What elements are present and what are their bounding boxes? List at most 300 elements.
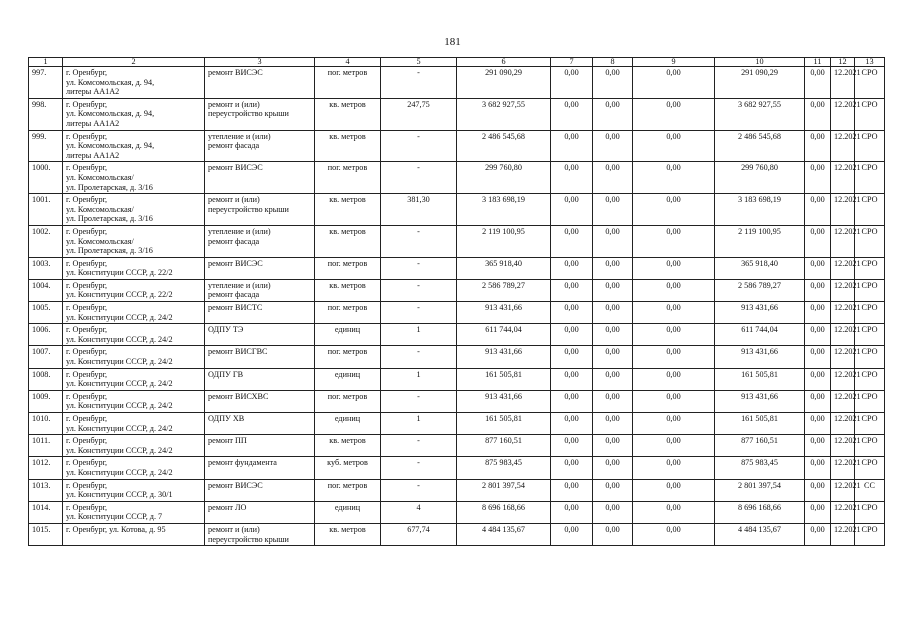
unit-cell: куб. метров	[315, 457, 381, 479]
total-cost-cell: 875 983,45	[457, 457, 551, 479]
total-cost-cell: 299 760,80	[457, 162, 551, 194]
column-header-13: 13	[855, 58, 885, 67]
address-cell	[63, 324, 205, 346]
source-cell: СРО	[855, 346, 885, 368]
source-cell: СРО	[855, 67, 885, 99]
address-cell-line: ул. Пролетарская, д. 3/16	[66, 246, 153, 256]
total-cost-cell: 2 586 789,27	[457, 279, 551, 301]
date-cell: 12.2021	[831, 302, 855, 324]
source-cell: СРО	[855, 162, 885, 194]
volume-cell: 1	[381, 368, 457, 390]
volume-cell: 1	[381, 324, 457, 346]
table-row	[29, 279, 885, 301]
address-cell-line: ул. Конституции СССР, д. 24/2	[66, 334, 173, 344]
cost-col10-cell: 913 431,66	[715, 346, 805, 368]
address-cell-line: литеры АА1А2	[66, 87, 120, 97]
address-cell	[63, 390, 205, 412]
cost-col11-cell: 0,00	[805, 194, 831, 226]
total-cost-cell: 8 696 168,66	[457, 501, 551, 523]
cost-col8-cell: 0,00	[593, 390, 633, 412]
cost-col8-cell: 0,00	[593, 324, 633, 346]
source-cell: СРО	[855, 98, 885, 130]
work-type-cell-line: ремонт и (или)	[208, 99, 260, 109]
cost-col7-cell: 0,00	[551, 346, 593, 368]
work-type-cell	[205, 98, 315, 130]
source-cell: СРО	[855, 324, 885, 346]
unit-cell: кв. метров	[315, 130, 381, 162]
cost-col7-cell: 0,00	[551, 501, 593, 523]
cost-col7-cell: 0,00	[551, 368, 593, 390]
table-row	[29, 257, 885, 279]
address-cell-line: ул. Комсомольская/	[66, 236, 134, 246]
table-row	[29, 346, 885, 368]
total-cost-cell: 2 486 545,68	[457, 130, 551, 162]
cost-col8-cell: 0,00	[593, 435, 633, 457]
cost-col9-cell: 0,00	[633, 279, 715, 301]
address-cell-line: ул. Конституции СССР, д. 24/2	[66, 445, 173, 455]
unit-cell: кв. метров	[315, 98, 381, 130]
source-cell: СРО	[855, 413, 885, 435]
address-cell	[63, 98, 205, 130]
cost-col8-cell: 0,00	[593, 479, 633, 501]
address-cell-line: ул. Конституции СССР, д. 7	[66, 512, 163, 522]
cost-col8-cell: 0,00	[593, 257, 633, 279]
address-cell-line: ул. Пролетарская, д. 3/16	[66, 182, 153, 192]
cost-col7-cell: 0,00	[551, 457, 593, 479]
cost-col10-cell: 913 431,66	[715, 302, 805, 324]
date-cell: 12.2021	[831, 457, 855, 479]
address-cell-line: ул. Комсомольская, д. 94,	[66, 109, 155, 119]
column-header-8: 8	[593, 58, 633, 67]
table-row	[29, 523, 885, 545]
cost-col8-cell: 0,00	[593, 368, 633, 390]
cost-col11-cell: 0,00	[805, 67, 831, 99]
cost-col11-cell: 0,00	[805, 523, 831, 545]
cost-col7-cell: 0,00	[551, 390, 593, 412]
row-number: 1005.	[29, 302, 63, 324]
column-header-10: 10	[715, 58, 805, 67]
cost-col11-cell: 0,00	[805, 98, 831, 130]
work-type-cell	[205, 479, 315, 501]
cost-col10-cell: 611 744,04	[715, 324, 805, 346]
source-cell: СРО	[855, 457, 885, 479]
row-number: 1011.	[29, 435, 63, 457]
volume-cell: 247,75	[381, 98, 457, 130]
volume-cell: -	[381, 130, 457, 162]
work-type-cell-line: ремонт ВИСЭС	[208, 480, 263, 490]
total-cost-cell: 913 431,66	[457, 390, 551, 412]
date-cell: 12.2021	[831, 324, 855, 346]
work-type-cell	[205, 162, 315, 194]
total-cost-cell: 3 183 698,19	[457, 194, 551, 226]
address-cell	[63, 194, 205, 226]
date-cell: 12.2021	[831, 67, 855, 99]
cost-col7-cell: 0,00	[551, 435, 593, 457]
address-cell-line: г. Оренбург,	[66, 303, 108, 313]
column-header-3: 3	[205, 58, 315, 67]
date-cell: 12.2021	[831, 194, 855, 226]
address-cell-line: г. Оренбург,	[66, 68, 108, 77]
source-cell: СРО	[855, 225, 885, 257]
address-cell	[63, 67, 205, 99]
work-type-cell-line: ремонт ВИСГВС	[208, 347, 268, 357]
work-type-cell	[205, 346, 315, 368]
total-cost-cell: 291 090,29	[457, 67, 551, 99]
address-cell-line: г. Оренбург,	[66, 502, 108, 512]
address-cell	[63, 523, 205, 545]
cost-col9-cell: 0,00	[633, 324, 715, 346]
row-number: 997.	[29, 67, 63, 99]
work-type-cell-line: ремонт ВИСЭС	[208, 258, 263, 268]
cost-col9-cell: 0,00	[633, 435, 715, 457]
volume-cell: -	[381, 225, 457, 257]
total-cost-cell: 4 484 135,67	[457, 523, 551, 545]
cost-col8-cell: 0,00	[593, 67, 633, 99]
cost-col9-cell: 0,00	[633, 346, 715, 368]
address-cell-line: г. Оренбург,	[66, 99, 108, 109]
column-header-6: 6	[457, 58, 551, 67]
row-number: 1013.	[29, 479, 63, 501]
cost-col7-cell: 0,00	[551, 279, 593, 301]
unit-cell: кв. метров	[315, 279, 381, 301]
cost-col11-cell: 0,00	[805, 225, 831, 257]
cost-col7-cell: 0,00	[551, 194, 593, 226]
source-cell: СРО	[855, 130, 885, 162]
row-number: 1009.	[29, 390, 63, 412]
table-row	[29, 225, 885, 257]
source-cell: СРО	[855, 390, 885, 412]
work-type-cell-line: утепление и (или)	[208, 280, 271, 290]
volume-cell: 4	[381, 501, 457, 523]
registry-table	[28, 57, 885, 546]
cost-col9-cell: 0,00	[633, 501, 715, 523]
table-row	[29, 457, 885, 479]
cost-col11-cell: 0,00	[805, 257, 831, 279]
cost-col8-cell: 0,00	[593, 501, 633, 523]
work-type-cell	[205, 257, 315, 279]
address-cell-line: ул. Конституции СССР, д. 24/2	[66, 401, 173, 411]
volume-cell: -	[381, 479, 457, 501]
total-cost-cell: 877 160,51	[457, 435, 551, 457]
cost-col8-cell: 0,00	[593, 457, 633, 479]
row-number: 1008.	[29, 368, 63, 390]
work-type-cell-line: ОДПУ ХВ	[208, 414, 245, 423]
row-number: 1010.	[29, 413, 63, 435]
cost-col11-cell: 0,00	[805, 162, 831, 194]
address-cell-line: г. Оренбург,	[66, 280, 108, 290]
cost-col8-cell: 0,00	[593, 225, 633, 257]
address-cell-line: ул. Комсомольская, д. 94,	[66, 141, 155, 151]
work-type-cell-line: ОДПУ ГВ	[208, 369, 244, 379]
column-header-4: 4	[315, 58, 381, 67]
source-cell: СРО	[855, 279, 885, 301]
table-row	[29, 162, 885, 194]
unit-cell: единиц	[315, 324, 381, 346]
address-cell-line: г. Оренбург,	[66, 258, 108, 268]
column-header-9: 9	[633, 58, 715, 67]
cost-col10-cell: 2 801 397,54	[715, 479, 805, 501]
address-cell-line: ул. Конституции СССР, д. 30/1	[66, 490, 173, 500]
cost-col11-cell: 0,00	[805, 279, 831, 301]
row-number: 1015.	[29, 523, 63, 545]
cost-col10-cell: 2 486 545,68	[715, 130, 805, 162]
cost-col8-cell: 0,00	[593, 194, 633, 226]
address-cell-line: ул. Пролетарская, д. 3/16	[66, 214, 153, 224]
date-cell: 12.2021	[831, 501, 855, 523]
cost-col7-cell: 0,00	[551, 324, 593, 346]
row-number: 1007.	[29, 346, 63, 368]
cost-col9-cell: 0,00	[633, 302, 715, 324]
work-type-cell-line: ремонт ВИСХВС	[208, 391, 269, 401]
address-cell	[63, 302, 205, 324]
unit-cell: кв. метров	[315, 523, 381, 545]
source-cell: СРО	[855, 368, 885, 390]
address-cell-line: ул. Конституции СССР, д. 24/2	[66, 312, 173, 322]
work-type-cell-line: переустройство крыши	[208, 204, 289, 214]
table-row	[29, 194, 885, 226]
work-type-cell	[205, 302, 315, 324]
total-cost-cell: 161 505,81	[457, 413, 551, 435]
column-header-2: 2	[63, 58, 205, 67]
work-type-cell-line: ремонт и (или)	[208, 524, 260, 534]
table-row	[29, 390, 885, 412]
volume-cell: 381,30	[381, 194, 457, 226]
cost-col10-cell: 3 183 698,19	[715, 194, 805, 226]
cost-col8-cell: 0,00	[593, 302, 633, 324]
address-cell	[63, 457, 205, 479]
row-number: 1002.	[29, 225, 63, 257]
address-cell-line: г. Оренбург,	[66, 391, 108, 401]
unit-cell: кв. метров	[315, 194, 381, 226]
unit-cell: кв. метров	[315, 435, 381, 457]
date-cell: 12.2021	[831, 435, 855, 457]
work-type-cell-line: ОДПУ ТЭ	[208, 325, 244, 335]
cost-col10-cell: 913 431,66	[715, 390, 805, 412]
column-header-1: 1	[29, 58, 63, 67]
address-cell-line: г. Оренбург,	[66, 458, 108, 468]
cost-col10-cell: 161 505,81	[715, 413, 805, 435]
unit-cell: пог. метров	[315, 162, 381, 194]
unit-cell: пог. метров	[315, 479, 381, 501]
cost-col7-cell: 0,00	[551, 413, 593, 435]
work-type-cell-line: переустройство крыши	[208, 534, 289, 544]
work-type-cell	[205, 523, 315, 545]
address-cell	[63, 257, 205, 279]
cost-col9-cell: 0,00	[633, 130, 715, 162]
cost-col8-cell: 0,00	[593, 279, 633, 301]
unit-cell: пог. метров	[315, 346, 381, 368]
cost-col10-cell: 365 918,40	[715, 257, 805, 279]
cost-col10-cell: 161 505,81	[715, 368, 805, 390]
cost-col9-cell: 0,00	[633, 257, 715, 279]
source-cell: СРО	[855, 501, 885, 523]
volume-cell: -	[381, 67, 457, 99]
cost-col11-cell: 0,00	[805, 302, 831, 324]
date-cell: 12.2021	[831, 98, 855, 130]
address-cell	[63, 501, 205, 523]
work-type-cell	[205, 225, 315, 257]
address-cell-line: г. Оренбург,	[66, 195, 108, 205]
unit-cell: кв. метров	[315, 225, 381, 257]
source-cell: СС	[855, 479, 885, 501]
total-cost-cell: 611 744,04	[457, 324, 551, 346]
row-number: 999.	[29, 130, 63, 162]
cost-col7-cell: 0,00	[551, 225, 593, 257]
row-number: 1000.	[29, 162, 63, 194]
unit-cell: единиц	[315, 368, 381, 390]
table-row	[29, 368, 885, 390]
page-number: 181	[444, 36, 461, 48]
volume-cell: -	[381, 257, 457, 279]
address-cell-line: г. Оренбург,	[66, 226, 108, 236]
address-cell-line: г. Оренбург,	[66, 325, 108, 335]
address-cell-line: литеры АА1А2	[66, 150, 120, 160]
address-cell	[63, 368, 205, 390]
address-cell-line: г. Оренбург, ул. Котова, д. 95	[66, 524, 166, 534]
cost-col7-cell: 0,00	[551, 479, 593, 501]
address-cell	[63, 435, 205, 457]
address-cell-line: г. Оренбург,	[66, 347, 108, 357]
work-type-cell-line: ремонт ЛО	[208, 502, 247, 512]
total-cost-cell: 2 119 100,95	[457, 225, 551, 257]
work-type-cell	[205, 457, 315, 479]
table-row	[29, 435, 885, 457]
cost-col9-cell: 0,00	[633, 67, 715, 99]
cost-col7-cell: 0,00	[551, 98, 593, 130]
cost-col9-cell: 0,00	[633, 413, 715, 435]
address-cell	[63, 130, 205, 162]
work-type-cell-line: ремонт ВИСТС	[208, 303, 263, 313]
table-row	[29, 501, 885, 523]
unit-cell: пог. метров	[315, 67, 381, 99]
cost-col7-cell: 0,00	[551, 130, 593, 162]
cost-col10-cell: 2 119 100,95	[715, 225, 805, 257]
total-cost-cell: 2 801 397,54	[457, 479, 551, 501]
cost-col9-cell: 0,00	[633, 194, 715, 226]
address-cell-line: ул. Конституции СССР, д. 22/2	[66, 268, 173, 278]
cost-col9-cell: 0,00	[633, 162, 715, 194]
address-cell-line: ул. Комсомольская/	[66, 172, 134, 182]
work-type-cell-line: утепление и (или)	[208, 131, 271, 141]
date-cell: 12.2021	[831, 479, 855, 501]
date-cell: 12.2021	[831, 279, 855, 301]
unit-cell: единиц	[315, 413, 381, 435]
cost-col8-cell: 0,00	[593, 346, 633, 368]
total-cost-cell: 161 505,81	[457, 368, 551, 390]
work-type-cell	[205, 501, 315, 523]
work-type-cell-line: ремонт ВИСЭС	[208, 68, 263, 77]
cost-col8-cell: 0,00	[593, 130, 633, 162]
address-cell-line: ул. Конституции СССР, д. 24/2	[66, 357, 173, 367]
address-cell-line: ул. Конституции СССР, д. 24/2	[66, 467, 173, 477]
volume-cell: -	[381, 435, 457, 457]
cost-col9-cell: 0,00	[633, 98, 715, 130]
unit-cell: пог. метров	[315, 257, 381, 279]
address-cell-line: ул. Конституции СССР, д. 24/2	[66, 379, 173, 389]
row-number: 1006.	[29, 324, 63, 346]
address-cell-line: г. Оренбург,	[66, 369, 108, 379]
volume-cell: -	[381, 390, 457, 412]
total-cost-cell: 913 431,66	[457, 302, 551, 324]
unit-cell: пог. метров	[315, 302, 381, 324]
row-number: 1014.	[29, 501, 63, 523]
row-number: 1004.	[29, 279, 63, 301]
total-cost-cell: 3 682 927,55	[457, 98, 551, 130]
total-cost-cell: 365 918,40	[457, 257, 551, 279]
source-cell: СРО	[855, 302, 885, 324]
date-cell: 12.2021	[831, 413, 855, 435]
source-cell: СРО	[855, 523, 885, 545]
cost-col9-cell: 0,00	[633, 523, 715, 545]
table-row	[29, 130, 885, 162]
table-row	[29, 479, 885, 501]
work-type-cell-line: переустройство крыши	[208, 109, 289, 119]
cost-col7-cell: 0,00	[551, 257, 593, 279]
source-cell: СРО	[855, 435, 885, 457]
work-type-cell	[205, 368, 315, 390]
address-cell	[63, 346, 205, 368]
work-type-cell	[205, 194, 315, 226]
cost-col11-cell: 0,00	[805, 368, 831, 390]
date-cell: 12.2021	[831, 523, 855, 545]
work-type-cell	[205, 279, 315, 301]
volume-cell: -	[381, 302, 457, 324]
table-row	[29, 67, 885, 99]
cost-col10-cell: 875 983,45	[715, 457, 805, 479]
cost-col9-cell: 0,00	[633, 479, 715, 501]
cost-col11-cell: 0,00	[805, 435, 831, 457]
column-header-12: 12	[831, 58, 855, 67]
date-cell: 12.2021	[831, 390, 855, 412]
cost-col8-cell: 0,00	[593, 413, 633, 435]
cost-col7-cell: 0,00	[551, 67, 593, 99]
source-cell: СРО	[855, 194, 885, 226]
cost-col8-cell: 0,00	[593, 162, 633, 194]
work-type-cell	[205, 130, 315, 162]
column-header-5: 5	[381, 58, 457, 67]
row-number: 1003.	[29, 257, 63, 279]
volume-cell: -	[381, 162, 457, 194]
cost-col10-cell: 877 160,51	[715, 435, 805, 457]
cost-col9-cell: 0,00	[633, 390, 715, 412]
work-type-cell-line: ремонт ВИСЭС	[208, 163, 263, 173]
volume-cell: -	[381, 457, 457, 479]
cost-col10-cell: 2 586 789,27	[715, 279, 805, 301]
row-number: 1001.	[29, 194, 63, 226]
date-cell: 12.2021	[831, 130, 855, 162]
volume-cell: 677,74	[381, 523, 457, 545]
address-cell	[63, 279, 205, 301]
date-cell: 12.2021	[831, 368, 855, 390]
work-type-cell	[205, 413, 315, 435]
cost-col7-cell: 0,00	[551, 162, 593, 194]
table-body	[29, 67, 885, 546]
cost-col10-cell: 291 090,29	[715, 67, 805, 99]
address-cell-line: ул. Комсомольская, д. 94,	[66, 77, 155, 87]
source-cell: СРО	[855, 257, 885, 279]
address-cell-line: г. Оренбург,	[66, 436, 108, 446]
column-header-11: 11	[805, 58, 831, 67]
address-cell-line: г. Оренбург,	[66, 414, 108, 423]
cost-col10-cell: 4 484 135,67	[715, 523, 805, 545]
address-cell	[63, 225, 205, 257]
cost-col7-cell: 0,00	[551, 523, 593, 545]
row-number: 998.	[29, 98, 63, 130]
work-type-cell-line: ремонт фасада	[208, 290, 260, 300]
volume-cell: -	[381, 279, 457, 301]
unit-cell: единиц	[315, 501, 381, 523]
volume-cell: 1	[381, 413, 457, 435]
